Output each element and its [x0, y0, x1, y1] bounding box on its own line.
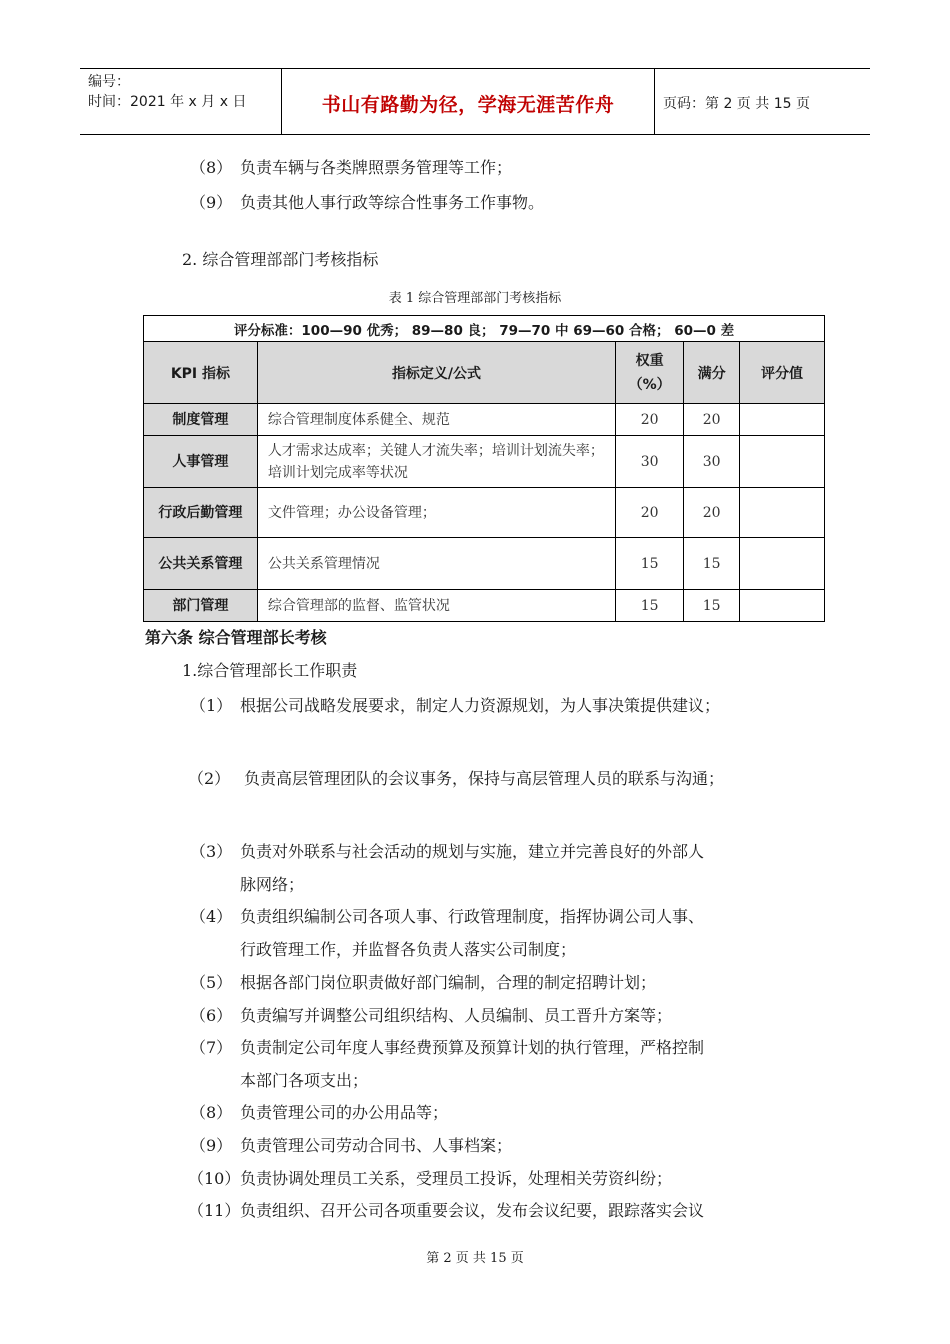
- duty-text: 负责管理公司劳动合同书、人事档案；: [240, 1136, 513, 1155]
- header-top-rule: [80, 68, 870, 69]
- list-item: [190, 192, 544, 214]
- row-full-score: 15: [684, 590, 740, 622]
- row-score: [740, 436, 825, 488]
- row-kpi: 行政后勤管理: [144, 488, 258, 538]
- duty-text: 负责编写并调整公司组织结构、人员编制、员工晋升方案等；: [240, 1006, 673, 1025]
- row-kpi: 部门管理: [144, 590, 258, 622]
- header-full-score: 满分: [684, 342, 740, 404]
- table-caption: 表 1 综合管理部部门考核指标: [388, 291, 562, 306]
- item-text: 负责其他人事行政等综合性事务工作事物。: [240, 193, 545, 212]
- duty-text: 负责组织编制公司各项人事、行政管理制度，指挥协调公司人事、: [240, 907, 705, 926]
- row-full-score: 30: [684, 436, 740, 488]
- duty-item: [190, 1102, 448, 1124]
- duty-text-cont: 本部门各项支出；: [240, 1071, 369, 1090]
- row-score: [740, 404, 825, 436]
- duty-text: 根据公司战略发展要求，制定人力资源规划，为人事决策提供建议；: [240, 696, 721, 715]
- duty-number: （4）: [190, 907, 233, 926]
- header-kpi: KPI 指标: [144, 342, 258, 404]
- header-divider-2: [654, 68, 655, 135]
- duty-number: （8）: [190, 1103, 233, 1122]
- table-row: [144, 590, 825, 622]
- table-row: [144, 488, 825, 538]
- duty-item: [190, 1005, 672, 1027]
- row-full-score: 20: [684, 488, 740, 538]
- duty-text: 负责协调处理员工关系，受理员工投诉，处理相关劳资纠纷；: [240, 1169, 673, 1188]
- duty-number: （10）: [188, 1169, 241, 1188]
- duty-number: （2）: [188, 769, 231, 788]
- row-score: [740, 538, 825, 590]
- duty-text: 负责高层管理团队的会议事务，保持与高层管理人员的联系与沟通；: [244, 769, 725, 788]
- row-weight: 15: [616, 590, 684, 622]
- table-row: [144, 538, 825, 590]
- header-page-info: 页码：第 2 页 共 15 页: [663, 96, 810, 112]
- row-weight: 15: [616, 538, 684, 590]
- article-heading: 第六条 综合管理部长考核: [145, 628, 327, 647]
- duty-item: [190, 695, 720, 717]
- page-footer: 第 2 页 共 15 页: [426, 1251, 524, 1266]
- duty-number: （3）: [190, 842, 233, 861]
- duty-number: （9）: [190, 1136, 233, 1155]
- duty-item: [190, 1037, 704, 1059]
- duty-text: 负责组织、召开公司各项重要会议，发布会议纪要，跟踪落实会议: [240, 1201, 705, 1220]
- duty-item: [190, 1135, 512, 1157]
- header-motto: 书山有路勤为径，学海无涯苦作舟: [321, 94, 615, 116]
- duty-text: 根据各部门岗位职责做好部门编制，合理的制定招聘计划；: [240, 973, 657, 992]
- duties-heading: 1.综合管理部长工作职责: [182, 661, 358, 680]
- duty-number: （5）: [190, 973, 233, 992]
- duty-item: [188, 1200, 704, 1222]
- header-definition: 指标定义/公式: [257, 342, 615, 404]
- duty-text: 负责制定公司年度人事经费预算及预算计划的执行管理，严格控制: [240, 1038, 705, 1057]
- section-heading: 2. 综合管理部部门考核指标: [182, 250, 379, 269]
- row-score: [740, 488, 825, 538]
- row-weight: 20: [616, 488, 684, 538]
- row-definition: 综合管理制度体系健全、规范: [257, 404, 615, 436]
- row-full-score: 15: [684, 538, 740, 590]
- row-definition: 人才需求达成率；关键人才流失率；培训计划流失率；培训计划完成率等状况: [257, 436, 615, 488]
- item-text: 负责车辆与各类牌照票务管理等工作；: [240, 158, 513, 177]
- duty-item: [190, 906, 704, 928]
- row-score: [740, 590, 825, 622]
- date-label: 时间：2021 年 x 月 x 日: [88, 94, 247, 110]
- kpi-table: [143, 315, 825, 622]
- row-full-score: 20: [684, 404, 740, 436]
- row-definition: 综合管理部的监督、监管状况: [257, 590, 615, 622]
- list-item: [190, 157, 512, 179]
- header-score: 评分值: [740, 342, 825, 404]
- duty-text: 负责对外联系与社会活动的规划与实施，建立并完善良好的外部人: [240, 842, 705, 861]
- row-definition: 公共关系管理情况: [257, 538, 615, 590]
- duty-item: [190, 841, 704, 863]
- duty-number: （11）: [188, 1201, 241, 1220]
- table-row: [144, 404, 825, 436]
- row-definition: 文件管理；办公设备管理；: [257, 488, 615, 538]
- header-bottom-rule: [80, 134, 870, 135]
- duty-text-cont: 行政管理工作，并监督各负责人落实公司制度；: [240, 940, 577, 959]
- duty-item: [190, 972, 656, 994]
- item-number: （9）: [190, 193, 233, 212]
- scoring-standard: 评分标准：100—90 优秀； 89—80 良； 79—70 中 69—60 合格； 60—0 差: [144, 316, 825, 342]
- duty-item: [188, 1168, 672, 1190]
- header-meta: [88, 72, 246, 112]
- row-weight: 20: [616, 404, 684, 436]
- table-row: [144, 436, 825, 488]
- duty-text: 负责管理公司的办公用品等；: [240, 1103, 449, 1122]
- row-weight: 30: [616, 436, 684, 488]
- duty-number: （1）: [190, 696, 233, 715]
- header-weight: 权重（%）: [616, 342, 684, 404]
- row-kpi: 人事管理: [144, 436, 258, 488]
- duty-number: （7）: [190, 1038, 233, 1057]
- duty-item: [188, 768, 724, 790]
- item-number: （8）: [190, 158, 233, 177]
- row-kpi: 公共关系管理: [144, 538, 258, 590]
- serial-label: 编号：: [88, 74, 130, 90]
- row-kpi: 制度管理: [144, 404, 258, 436]
- duty-text-cont: 脉网络；: [240, 875, 305, 894]
- duty-number: （6）: [190, 1006, 233, 1025]
